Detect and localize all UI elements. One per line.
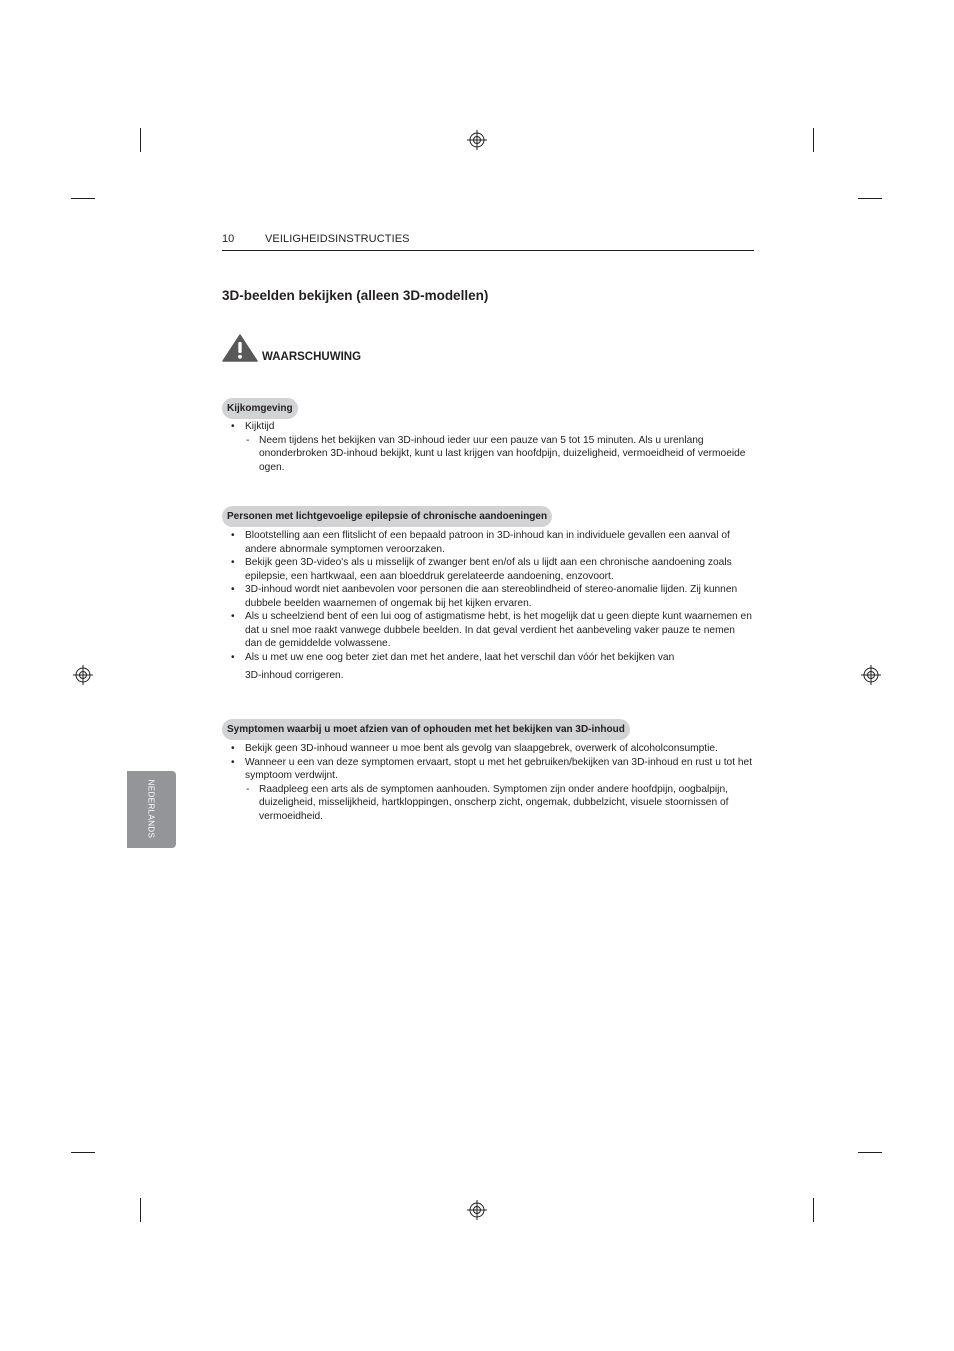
crop-mark: [813, 128, 814, 152]
list-item: • Bekijk geen 3D-inhoud wanneer u moe bent als gevolg van slaapgebrek, overwerk of alcoholconsumptie.: [231, 743, 718, 754]
list-item: - Neem tijdens het bekijken van 3D-inhoud ieder uur een pauze van 5 tot 15 minuten. Als u urenlang ononderbroken 3D-inhoud bekijkt, kunt u last krijgen van hoofdpijn, duizeligheid, vermoeidheid of vermoeide ogen.: [246, 434, 746, 473]
crop-mark: [71, 1152, 95, 1153]
registration-mark-icon: [467, 130, 487, 150]
dash-mark: -: [246, 783, 250, 795]
bullet-mark: •: [231, 756, 235, 768]
list-item: • Als u met uw ene oog beter ziet dan met het andere, laat het verschil dan vóór het bekijken van: [231, 651, 675, 663]
list-item: • Bekijk geen 3D-video's als u misselijk of zwanger bent en/of als u lijdt aan een chronische aandoening zoals epilepsie, een hartkwaal, een aan bloeddruk gerelateerde aandoening, enzovoort.: [231, 557, 732, 582]
list-item: • Kijktijd: [231, 421, 275, 432]
warning-label: WAARSCHUWING: [262, 351, 362, 363]
subsection-heading: Kijkomgeving: [222, 398, 298, 419]
crop-mark: [71, 198, 95, 199]
registration-mark-icon: [861, 665, 881, 685]
bullet-mark: •: [231, 530, 235, 541]
list-item: • Wanneer u een van deze symptomen ervaart, stopt u met het gebruiken/bekijken van 3D-inhoud en rust u tot het symptoom verdwijnt.: [231, 756, 753, 781]
list-item-continuation: 3D-inhoud corrigeren.: [245, 670, 344, 681]
bullet-list: [222, 742, 754, 823]
list-item: • Als u scheelziend bent of een lui oog of astigmatisme hebt, is het mogelijk dat u geen diepte kunt waarnemen en dat u snel moe raakt vanwege dubbele beelden. In dat geval verdient het aanbeveling vaker pauze te nemen dan de gemiddelde volwassene.: [231, 611, 752, 649]
crop-mark: [858, 198, 882, 199]
bullet-list: [222, 420, 754, 474]
section-title: 3D-beelden bekijken (alleen 3D-modellen): [222, 288, 489, 303]
bullet-mark: •: [231, 421, 235, 432]
crop-mark: [140, 1198, 141, 1222]
crop-mark: [858, 1152, 882, 1153]
bullet-mark: •: [231, 584, 235, 595]
subsection-heading: Symptomen waarbij u moet afzien van of ophouden met het bekijken van 3D-inhoud: [222, 719, 630, 740]
page-number: 10: [222, 233, 235, 245]
list-item: - Raadpleeg een arts als de symptomen aanhouden. Symptomen zijn onder andere hoofdpijn, oogbalpijn, duizeligheid, misselijkheid, hartkloppingen, onscherp zicht, ongemak, dubbelzicht, visuele stoornissen of vermoeidheid.: [246, 783, 729, 822]
crop-mark: [813, 1198, 814, 1222]
dash-mark: -: [246, 434, 250, 446]
registration-mark-icon: [467, 1200, 487, 1220]
crop-mark: [140, 128, 141, 152]
language-tab: [127, 771, 176, 848]
language-tab-label: NEDERLANDS: [146, 779, 156, 839]
running-header: VEILIGHEIDSINSTRUCTIES: [265, 233, 410, 245]
warning-triangle-icon: [222, 334, 258, 362]
subsection-heading: Personen met lichtgevoelige epilepsie of chronische aandoeningen: [222, 506, 552, 527]
bullet-list: [222, 529, 754, 683]
header-divider: [222, 250, 754, 251]
list-item: • 3D-inhoud wordt niet aanbevolen voor personen die aan stereoblindheid of stereo-anomalie lijden. Zij kunnen dubbele beelden waarnemen of ongemak bij het kijken ervaren.: [231, 584, 738, 609]
list-item: • Blootstelling aan een flitslicht of een bepaald patroon in 3D-inhoud kan in individuele gevallen een aanval of andere abnormale symptomen veroorzaken.: [231, 530, 730, 555]
bullet-mark: •: [231, 651, 235, 663]
bullet-mark: •: [231, 557, 235, 568]
bullet-mark: •: [231, 611, 235, 622]
bullet-mark: •: [231, 743, 235, 754]
registration-mark-icon: [73, 665, 93, 685]
